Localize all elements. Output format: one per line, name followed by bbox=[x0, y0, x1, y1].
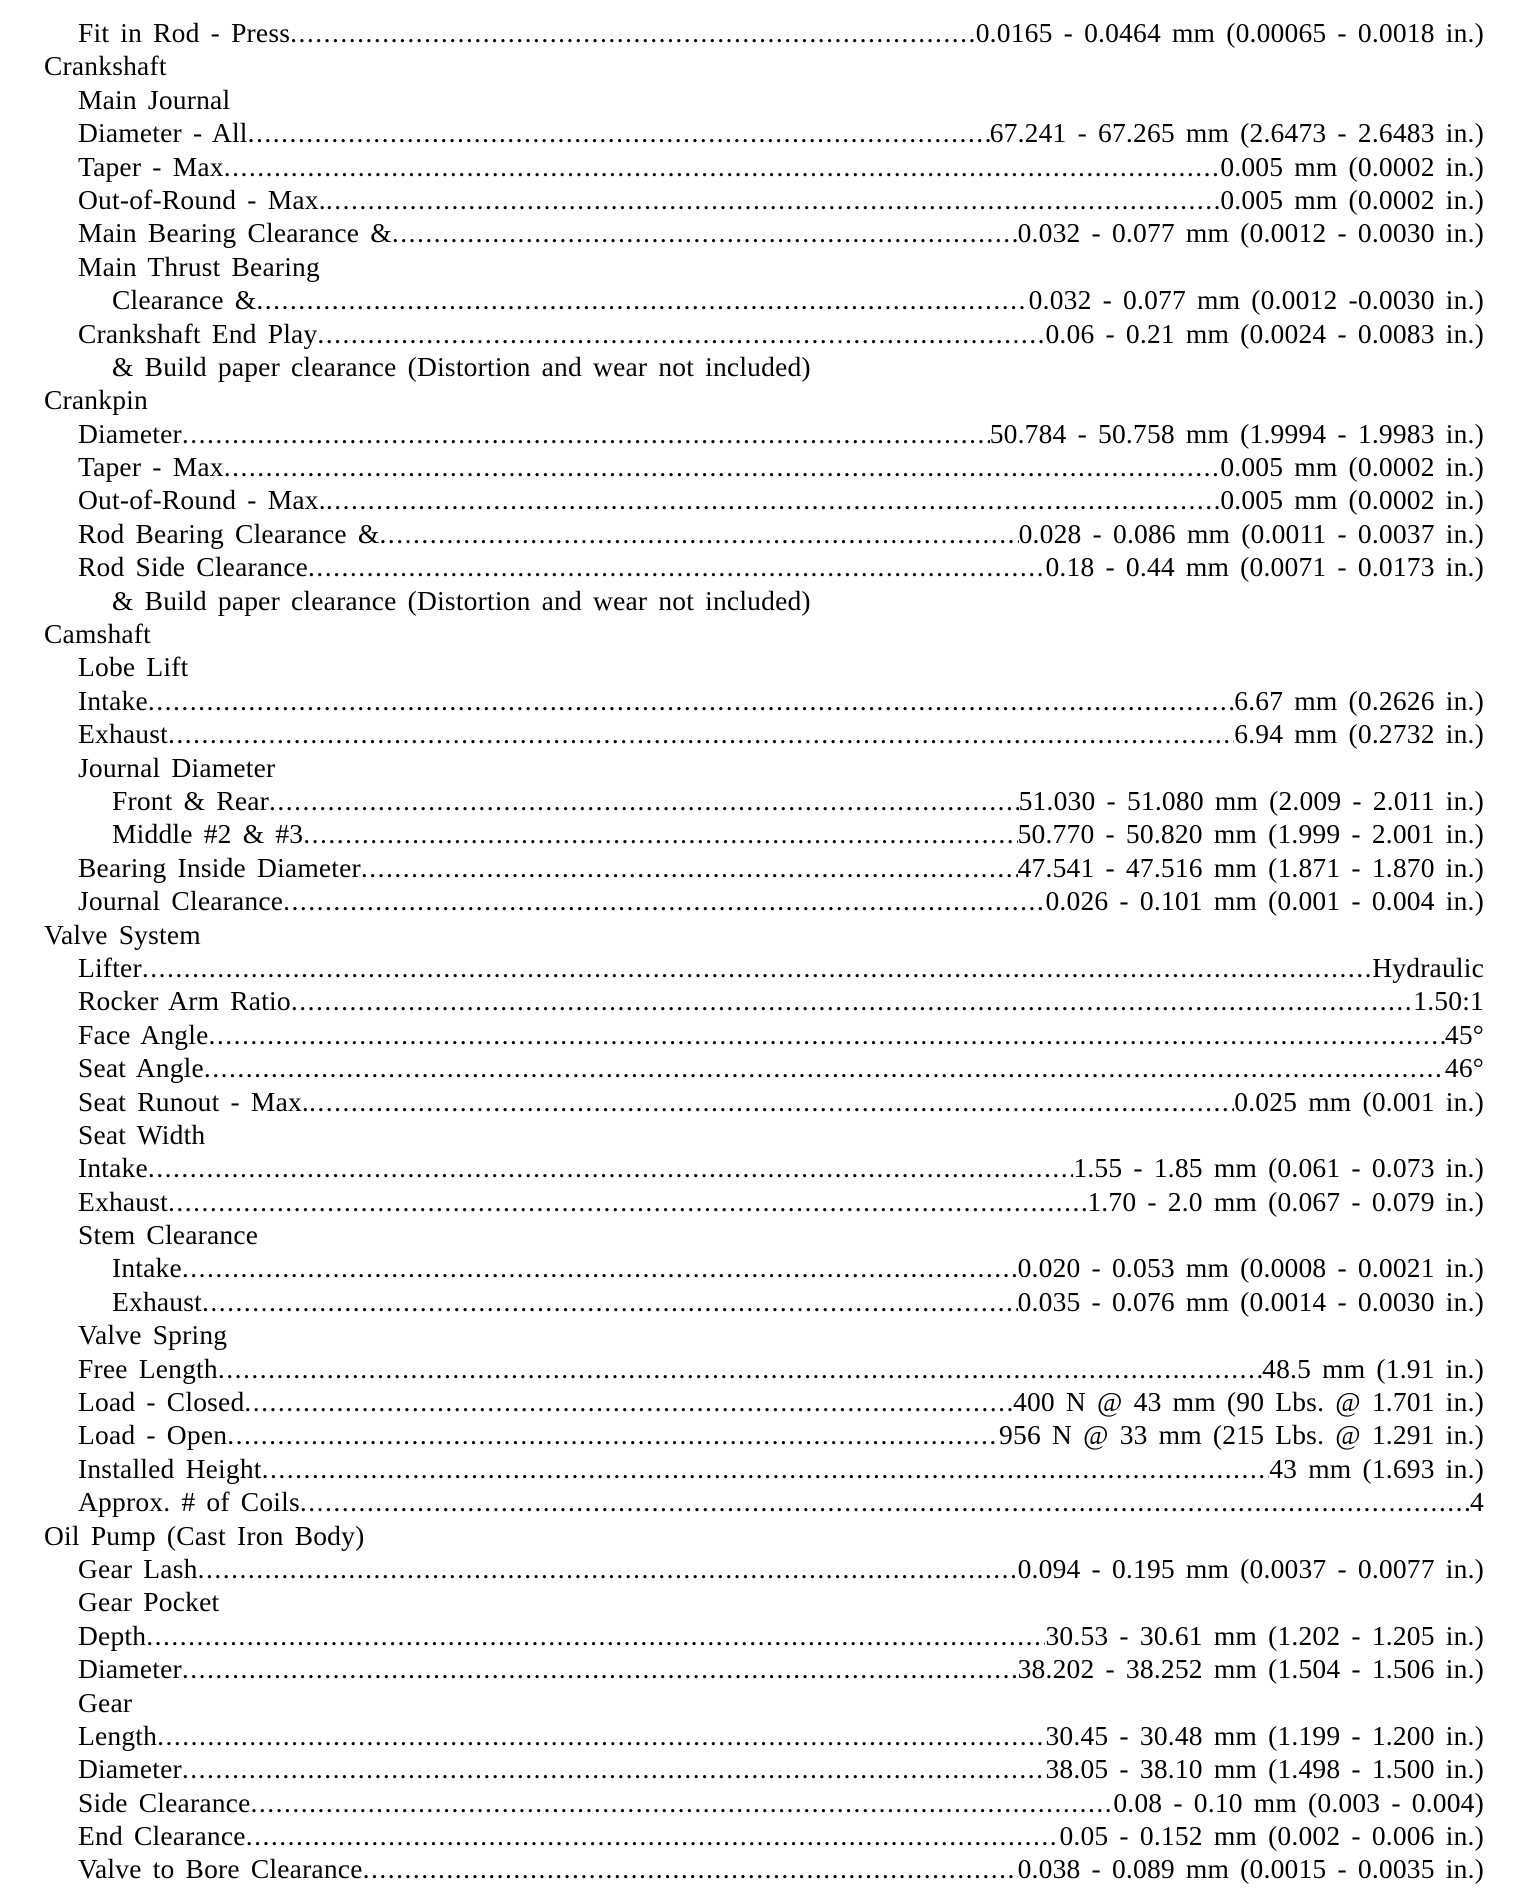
spec-row bbox=[44, 1085, 1484, 1118]
section-heading: Oil Pump (Cast Iron Body) bbox=[44, 1519, 365, 1551]
dot-leader bbox=[208, 1018, 1444, 1051]
dot-leader bbox=[204, 1051, 1445, 1084]
spec-label: Exhaust bbox=[112, 1285, 202, 1317]
spec-row bbox=[44, 1852, 1484, 1885]
spec-row bbox=[44, 450, 1484, 483]
dot-leader bbox=[283, 884, 1045, 917]
spec-heading bbox=[44, 584, 1484, 617]
spec-value: 0.038 - 0.089 mm (0.0015 - 0.0035 in.) bbox=[1017, 1853, 1484, 1885]
spec-value: 47.541 - 47.516 mm (1.871 - 1.870 in.) bbox=[1017, 851, 1484, 883]
spec-label: Fit in Rod - Press bbox=[78, 17, 291, 48]
spec-row bbox=[44, 1352, 1484, 1385]
spec-label: Seat Runout - Max. bbox=[78, 1085, 309, 1117]
dot-leader bbox=[246, 1819, 1060, 1852]
spec-sheet bbox=[44, 16, 1484, 1886]
dot-leader bbox=[182, 1251, 1018, 1284]
dot-leader bbox=[379, 517, 1018, 550]
spec-row bbox=[44, 1552, 1484, 1585]
spec-row bbox=[44, 1418, 1484, 1451]
spec-row bbox=[44, 1485, 1484, 1518]
dot-leader bbox=[202, 1285, 1018, 1318]
spec-label: Installed Height bbox=[78, 1452, 262, 1484]
dot-leader bbox=[168, 1185, 1087, 1218]
spec-label: Clearance & bbox=[112, 284, 257, 316]
spec-label: Middle #2 & #3 bbox=[112, 818, 304, 850]
section-heading: Main Journal bbox=[78, 83, 231, 115]
dot-leader bbox=[148, 1151, 1073, 1184]
spec-row bbox=[44, 1752, 1484, 1785]
spec-row bbox=[44, 483, 1484, 516]
dot-leader bbox=[326, 183, 1221, 216]
dot-leader bbox=[262, 1452, 1270, 1485]
dot-leader bbox=[142, 951, 1372, 984]
spec-row bbox=[44, 1786, 1484, 1819]
spec-value: 51.030 - 51.080 mm (2.009 - 2.011 in.) bbox=[1018, 784, 1484, 816]
spec-label: Length bbox=[78, 1719, 158, 1751]
spec-value: 38.202 - 38.252 mm (1.504 - 1.506 in.) bbox=[1017, 1653, 1484, 1685]
spec-heading bbox=[44, 350, 1484, 383]
spec-row bbox=[44, 817, 1484, 850]
spec-row bbox=[44, 1018, 1484, 1051]
dot-leader bbox=[227, 1418, 999, 1451]
spec-heading bbox=[44, 1585, 1484, 1618]
spec-row bbox=[44, 1652, 1484, 1685]
spec-row bbox=[44, 884, 1484, 917]
spec-value: 0.005 mm (0.0002 in.) bbox=[1220, 183, 1484, 215]
spec-row bbox=[44, 1819, 1484, 1852]
section-heading: & Build paper clearance (Distortion and wear not included) bbox=[112, 350, 811, 382]
section-heading: Main Thrust Bearing bbox=[78, 250, 320, 282]
dot-leader bbox=[248, 116, 990, 149]
spec-row bbox=[44, 784, 1484, 817]
spec-row bbox=[44, 984, 1484, 1017]
spec-value: 0.06 - 0.21 mm (0.0024 - 0.0083 in.) bbox=[1045, 317, 1484, 349]
spec-row bbox=[44, 216, 1484, 249]
spec-label: Intake bbox=[112, 1252, 182, 1284]
spec-label: Load - Closed bbox=[78, 1386, 245, 1418]
spec-label: Seat Angle bbox=[78, 1052, 204, 1084]
dot-leader bbox=[363, 1852, 1018, 1885]
dot-leader bbox=[256, 283, 1028, 316]
spec-row bbox=[44, 150, 1484, 183]
spec-value: 50.784 - 50.758 mm (1.9994 - 1.9983 in.) bbox=[989, 417, 1484, 449]
spec-label: Rod Side Clearance bbox=[78, 551, 309, 583]
spec-heading bbox=[44, 83, 1484, 116]
dot-leader bbox=[224, 450, 1221, 483]
dot-leader bbox=[361, 851, 1018, 884]
dot-leader bbox=[269, 784, 1019, 817]
spec-value: 1.55 - 1.85 mm (0.061 - 0.073 in.) bbox=[1073, 1152, 1484, 1184]
section-heading: Crankshaft bbox=[44, 50, 167, 82]
spec-label: Diameter - All bbox=[78, 117, 248, 149]
spec-value: 0.18 - 0.44 mm (0.0071 - 0.0173 in.) bbox=[1045, 551, 1484, 583]
spec-row bbox=[44, 1251, 1484, 1284]
spec-label: Rocker Arm Ratio bbox=[78, 985, 291, 1017]
spec-heading bbox=[44, 49, 1484, 82]
spec-row bbox=[44, 684, 1484, 717]
spec-label: Journal Clearance bbox=[78, 885, 284, 917]
dot-leader bbox=[182, 1752, 1046, 1785]
spec-value: 0.032 - 0.077 mm (0.0012 - 0.0030 in.) bbox=[1017, 217, 1484, 249]
spec-value: 30.53 - 30.61 mm (1.202 - 1.205 in.) bbox=[1045, 1619, 1484, 1651]
dot-leader bbox=[308, 550, 1045, 583]
dot-leader bbox=[146, 1619, 1045, 1652]
spec-heading bbox=[44, 250, 1484, 283]
spec-value: 0.094 - 0.195 mm (0.0037 - 0.0077 in.) bbox=[1017, 1552, 1484, 1584]
spec-row bbox=[44, 1051, 1484, 1084]
spec-row bbox=[44, 517, 1484, 550]
spec-heading bbox=[44, 918, 1484, 951]
section-heading: Valve Spring bbox=[78, 1319, 228, 1351]
spec-value: 0.08 - 0.10 mm (0.003 - 0.004) bbox=[1113, 1786, 1484, 1818]
spec-value: 4 bbox=[1470, 1486, 1484, 1518]
spec-label: Face Angle bbox=[78, 1018, 209, 1050]
spec-label: Exhaust bbox=[78, 718, 168, 750]
section-heading: Gear bbox=[78, 1686, 133, 1718]
section-heading: Lobe Lift bbox=[78, 651, 189, 683]
dot-leader bbox=[326, 483, 1221, 516]
spec-row bbox=[44, 1151, 1484, 1184]
spec-value: 30.45 - 30.48 mm (1.199 - 1.200 in.) bbox=[1045, 1719, 1484, 1751]
spec-label: Exhaust bbox=[78, 1185, 168, 1217]
spec-label: Load - Open bbox=[78, 1419, 228, 1451]
dot-leader bbox=[168, 717, 1234, 750]
spec-label: Diameter bbox=[78, 1653, 182, 1685]
spec-row bbox=[44, 717, 1484, 750]
dot-leader bbox=[244, 1385, 1013, 1418]
section-heading: Journal Diameter bbox=[78, 751, 276, 783]
dot-leader bbox=[300, 1485, 1470, 1518]
spec-value: 6.94 mm (0.2732 in.) bbox=[1234, 718, 1484, 750]
spec-value: 43 mm (1.693 in.) bbox=[1269, 1452, 1484, 1484]
spec-label: Depth bbox=[78, 1619, 147, 1651]
section-heading: & Build paper clearance (Distortion and wear not included) bbox=[112, 584, 811, 616]
spec-value: 0.005 mm (0.0002 in.) bbox=[1220, 451, 1484, 483]
spec-value: 400 N @ 43 mm (90 Lbs. @ 1.701 in.) bbox=[1013, 1386, 1484, 1418]
spec-label: Approx. # of Coils bbox=[78, 1486, 300, 1518]
spec-label: Intake bbox=[78, 684, 148, 716]
spec-value: 0.028 - 0.086 mm (0.0011 - 0.0037 in.) bbox=[1018, 517, 1484, 549]
spec-row bbox=[44, 317, 1484, 350]
spec-value: 0.025 mm (0.001 in.) bbox=[1234, 1085, 1484, 1117]
dot-leader bbox=[148, 684, 1234, 717]
spec-heading bbox=[44, 1218, 1484, 1251]
spec-row bbox=[44, 183, 1484, 216]
spec-row bbox=[44, 851, 1484, 884]
spec-label: Rod Bearing Clearance & bbox=[78, 517, 380, 549]
spec-value: 45° bbox=[1444, 1018, 1484, 1050]
spec-value: Hydraulic bbox=[1372, 951, 1484, 983]
spec-label: End Clearance bbox=[78, 1820, 246, 1852]
spec-row bbox=[44, 16, 1484, 49]
spec-value: 0.032 - 0.077 mm (0.0012 -0.0030 in.) bbox=[1028, 284, 1484, 316]
spec-value: 0.05 - 0.152 mm (0.002 - 0.006 in.) bbox=[1059, 1820, 1484, 1852]
spec-row bbox=[44, 1452, 1484, 1485]
dot-leader bbox=[392, 216, 1018, 249]
spec-row bbox=[44, 417, 1484, 450]
spec-label: Valve to Bore Clearance bbox=[78, 1853, 363, 1885]
dot-leader bbox=[198, 1552, 1018, 1585]
dot-leader bbox=[157, 1719, 1045, 1752]
spec-row bbox=[44, 951, 1484, 984]
spec-value: 0.035 - 0.076 mm (0.0014 - 0.0030 in.) bbox=[1017, 1285, 1484, 1317]
spec-value: 1.50:1 bbox=[1413, 985, 1484, 1017]
spec-value: 46° bbox=[1444, 1052, 1484, 1084]
spec-label: Taper - Max bbox=[78, 451, 224, 483]
dot-leader bbox=[317, 317, 1045, 350]
spec-label: Bearing Inside Diameter bbox=[78, 851, 361, 883]
spec-label: Out-of-Round - Max. bbox=[78, 484, 326, 516]
section-heading: Seat Width bbox=[78, 1118, 206, 1150]
spec-label: Intake bbox=[78, 1152, 148, 1184]
spec-row bbox=[44, 116, 1484, 149]
section-heading: Crankpin bbox=[44, 384, 148, 416]
dot-leader bbox=[218, 1352, 1262, 1385]
spec-row bbox=[44, 550, 1484, 583]
spec-heading bbox=[44, 617, 1484, 650]
dot-leader bbox=[309, 1085, 1234, 1118]
section-heading: Valve System bbox=[44, 918, 201, 950]
spec-label: Taper - Max bbox=[78, 150, 224, 182]
spec-label: Diameter bbox=[78, 1753, 182, 1785]
spec-label: Side Clearance bbox=[78, 1786, 251, 1818]
spec-row bbox=[44, 1285, 1484, 1318]
dot-leader bbox=[291, 984, 1413, 1017]
spec-value: 0.005 mm (0.0002 in.) bbox=[1220, 150, 1484, 182]
spec-value: 38.05 - 38.10 mm (1.498 - 1.500 in.) bbox=[1045, 1753, 1484, 1785]
spec-row bbox=[44, 1385, 1484, 1418]
spec-value: 956 N @ 33 mm (215 Lbs. @ 1.291 in.) bbox=[999, 1419, 1484, 1451]
section-heading: Stem Clearance bbox=[78, 1219, 259, 1251]
spec-label: Crankshaft End Play bbox=[78, 317, 318, 349]
spec-heading bbox=[44, 1118, 1484, 1151]
spec-value: 50.770 - 50.820 mm (1.999 - 2.001 in.) bbox=[1017, 818, 1484, 850]
spec-value: 48.5 mm (1.91 in.) bbox=[1262, 1352, 1484, 1384]
spec-row bbox=[44, 1719, 1484, 1752]
spec-row bbox=[44, 1185, 1484, 1218]
dot-leader bbox=[182, 417, 990, 450]
spec-heading bbox=[44, 1686, 1484, 1719]
spec-label: Diameter bbox=[78, 417, 182, 449]
spec-value: 67.241 - 67.265 mm (2.6473 - 2.6483 in.) bbox=[989, 117, 1484, 149]
spec-label: Gear Lash bbox=[78, 1552, 198, 1584]
spec-heading bbox=[44, 751, 1484, 784]
spec-heading bbox=[44, 1318, 1484, 1351]
spec-value: 0.026 - 0.101 mm (0.001 - 0.004 in.) bbox=[1045, 885, 1484, 917]
spec-value: 6.67 mm (0.2626 in.) bbox=[1234, 684, 1484, 716]
spec-value: 0.0165 - 0.0464 mm (0.00065 - 0.0018 in.) bbox=[975, 17, 1484, 48]
spec-row bbox=[44, 1619, 1484, 1652]
spec-heading bbox=[44, 383, 1484, 416]
spec-value: 0.005 mm (0.0002 in.) bbox=[1220, 484, 1484, 516]
spec-label: Free Length bbox=[78, 1352, 218, 1384]
spec-label: Front & Rear bbox=[112, 784, 270, 816]
section-heading: Gear Pocket bbox=[78, 1586, 220, 1618]
spec-row bbox=[44, 283, 1484, 316]
dot-leader bbox=[224, 150, 1221, 183]
dot-leader bbox=[303, 817, 1017, 850]
section-heading: Camshaft bbox=[44, 618, 151, 650]
spec-label: Main Bearing Clearance & bbox=[78, 217, 392, 249]
spec-label: Lifter bbox=[78, 951, 142, 983]
spec-heading bbox=[44, 650, 1484, 683]
spec-heading bbox=[44, 1519, 1484, 1552]
spec-label: Out-of-Round - Max. bbox=[78, 183, 326, 215]
spec-value: 0.020 - 0.053 mm (0.0008 - 0.0021 in.) bbox=[1017, 1252, 1484, 1284]
dot-leader bbox=[182, 1652, 1018, 1685]
spec-value: 1.70 - 2.0 mm (0.067 - 0.079 in.) bbox=[1087, 1185, 1484, 1217]
dot-leader bbox=[290, 16, 976, 49]
dot-leader bbox=[251, 1786, 1114, 1819]
